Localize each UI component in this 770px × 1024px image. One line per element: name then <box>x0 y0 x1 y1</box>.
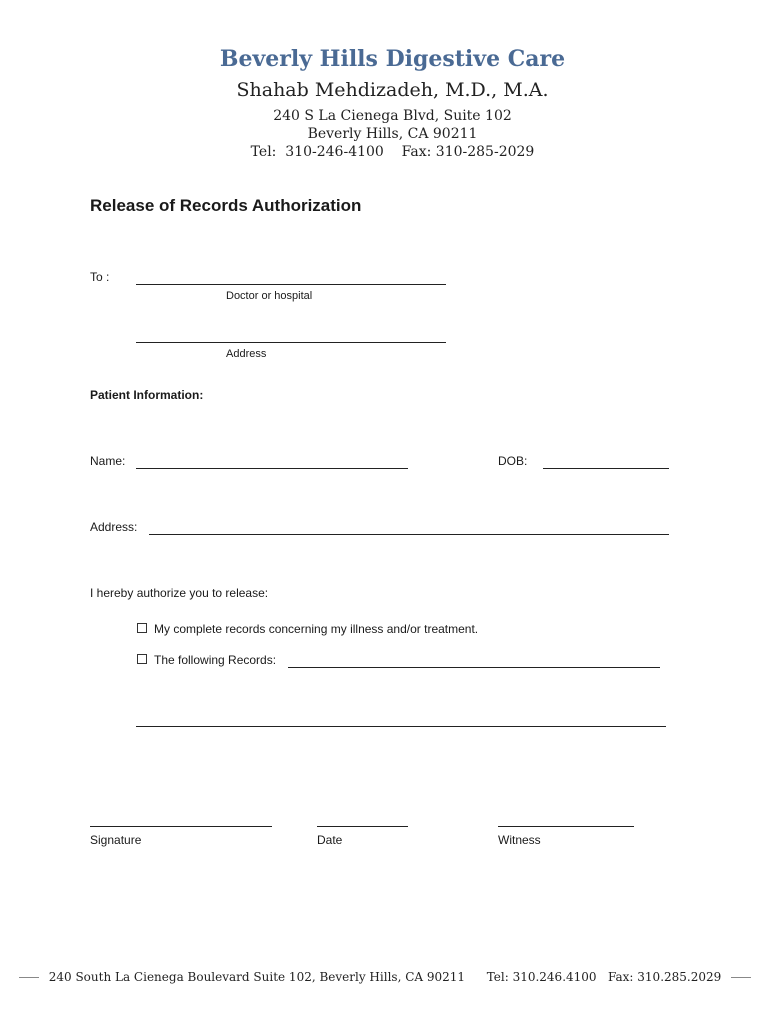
to-label: To : <box>90 270 110 284</box>
footer-contact: Tel: 310.246.4100 Fax: 310.285.2029 <box>486 970 722 984</box>
address-line-1: 240 S La Cienega Blvd, Suite 102 <box>273 108 512 124</box>
address-line-2: Beverly Hills, CA 90211 <box>307 126 478 142</box>
option-complete-records-label: My complete records concerning my illness and/or treatment. <box>154 622 479 636</box>
to-caption-doctor: Doctor or hospital <box>226 290 313 302</box>
checkbox-following-records[interactable] <box>137 654 147 664</box>
dob-label: DOB: <box>498 454 528 468</box>
authorize-text: I hereby authorize you to release: <box>90 586 269 600</box>
patient-info-heading: Patient Information: <box>90 388 204 402</box>
footer-address: 240 South La Cienega Boulevard Suite 102, Beverly Hills, CA 90211 <box>48 970 466 984</box>
dob-field[interactable] <box>543 468 669 469</box>
address-field[interactable] <box>149 534 669 535</box>
name-label: Name: <box>90 454 126 468</box>
address-label: Address: <box>90 520 138 534</box>
date-label: Date <box>317 833 343 847</box>
checkbox-complete-records[interactable] <box>137 623 147 633</box>
signature-field[interactable] <box>90 826 272 827</box>
to-caption-address: Address <box>226 348 267 360</box>
following-records-field[interactable] <box>288 667 660 668</box>
to-address-line[interactable] <box>136 342 446 343</box>
signature-label: Signature <box>90 833 142 847</box>
footer <box>0 970 770 984</box>
witness-label: Witness <box>498 833 541 847</box>
to-recipient-line[interactable] <box>136 284 446 285</box>
option-following-records-label: The following Records: <box>154 653 277 667</box>
footer-rule-right <box>731 977 751 978</box>
practice-name: Beverly Hills Digestive Care <box>219 46 566 72</box>
option-complete-records[interactable] <box>137 622 478 636</box>
option-following-records[interactable] <box>137 653 276 667</box>
witness-field[interactable] <box>498 826 634 827</box>
records-continuation-line[interactable] <box>136 726 666 727</box>
name-field[interactable] <box>136 468 408 469</box>
doctor-name: Shahab Mehdizadeh, M.D., M.A. <box>236 79 549 101</box>
phone-fax: Tel: 310-246-4100 Fax: 310-285-2029 <box>250 144 535 160</box>
footer-rule-left <box>19 977 39 978</box>
date-field[interactable] <box>317 826 408 827</box>
form-title: Release of Records Authorization <box>90 196 362 215</box>
